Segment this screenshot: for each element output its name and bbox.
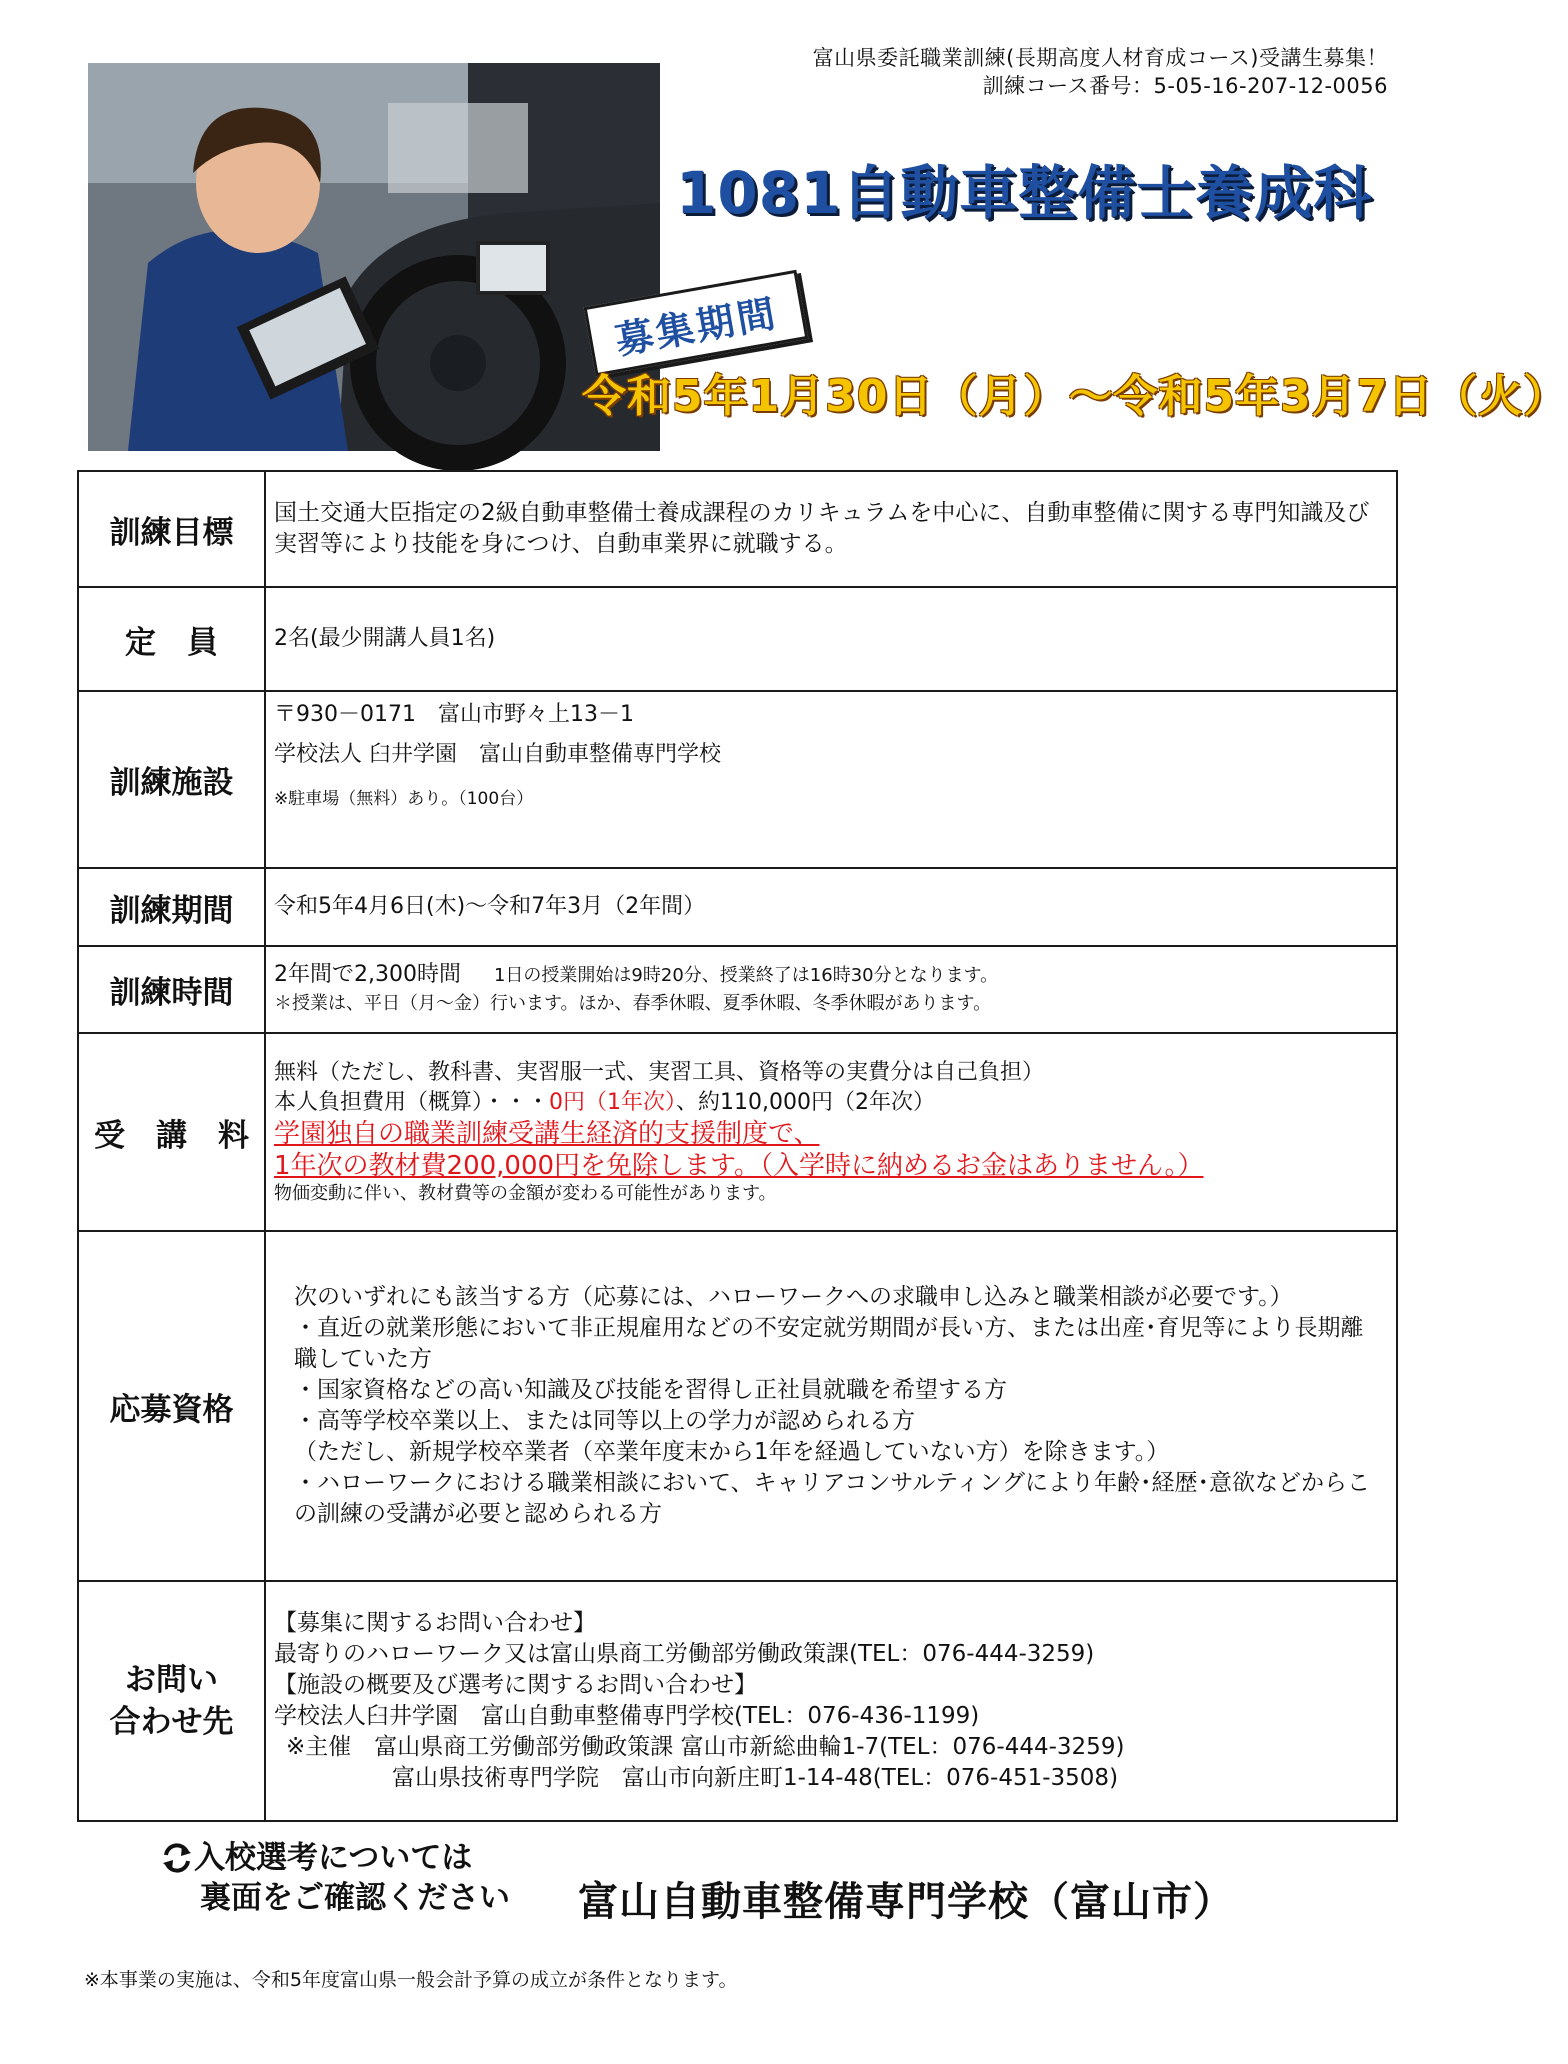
fee-support-line1: 学園独自の職業訓練受講生経済的支援制度で、	[274, 1119, 820, 1149]
label-term: 訓練期間	[78, 868, 265, 946]
label-capacity: 定 員	[78, 587, 265, 691]
fee-support-line2: 1年次の教材費200,000円を免除します。（入学時に納めるお金はありません。）	[274, 1151, 1204, 1181]
contact-line: 学校法人臼井学園 富山自動車整備専門学校(TEL：076-436-1199)	[274, 1703, 980, 1729]
recruitment-badge: 募集期間	[584, 270, 809, 376]
row-eligibility	[78, 1231, 1397, 1581]
row-capacity	[78, 587, 1397, 691]
contact-line: ※主催 富山県商工労働部労働政策課 富山市新総曲輪1-7(TEL：076-444-3259)	[286, 1734, 1125, 1760]
hours-total: 2年間で2,300時間	[274, 962, 461, 987]
label-eligibility: 応募資格	[78, 1231, 265, 1581]
footer-note-line2: 裏面をご確認ください	[200, 1880, 510, 1916]
eligibility-line: ・直近の就業形態において非正規雇用などの不安定就労期間が長い方、または出産･育児等により長期離職していた方	[294, 1315, 1364, 1372]
eligibility-line: 次のいずれにも該当する方（応募には、ハローワークへの求職申し込みと職業相談が必要です。）	[294, 1284, 1293, 1310]
row-facility	[78, 691, 1397, 868]
label-hours: 訓練時間	[78, 946, 265, 1033]
row-term	[78, 868, 1397, 946]
label-contact-1: お問い	[125, 1662, 218, 1698]
fee-line2-red: 0円（1年次）	[549, 1090, 677, 1115]
hours-note: ＊授業は、平日（月～金）行います。ほか、春季休暇、夏季休暇、冬季休暇があります。	[274, 993, 992, 1014]
label-facility: 訓練施設	[78, 691, 265, 868]
footer-note-line1: 入校選考については	[194, 1840, 473, 1876]
eligibility-line: （ただし、新規学校卒業者（卒業年度末から1年を経過していない方）を除きます。）	[294, 1439, 1170, 1465]
eligibility-line: ・ハローワークにおける職業相談において、キャリアコンサルティングにより年齢･経歴･意欲などからこの訓練の受講が必要と認められる方	[294, 1470, 1370, 1527]
footer-note	[160, 1838, 510, 1918]
row-contact	[78, 1581, 1397, 1821]
row-hours	[78, 946, 1397, 1033]
fee-line2-suffix: 、約110,000円（2年次）	[676, 1090, 935, 1115]
term-text: 令和5年4月6日(木)～令和7年3月（2年間）	[265, 868, 1397, 946]
row-goal	[78, 471, 1397, 587]
facility-address: 〒930－0171 富山市野々上13－1	[274, 702, 634, 727]
hours-daily: 1日の授業開始は9時20分、授業終了は16時30分となります。	[493, 965, 999, 986]
label-goal: 訓練目標	[78, 471, 265, 587]
capacity-text: 2名(最少開講人員1名)	[265, 587, 1397, 691]
contact-line: 【施設の概要及び選考に関するお問い合わせ】	[274, 1672, 757, 1698]
eligibility-line: ・高等学校卒業以上、または同等以上の学力が認められる方	[294, 1408, 915, 1434]
facility-school: 学校法人 臼井学園 富山自動車整備専門学校	[274, 742, 721, 767]
refresh-arrows-icon	[160, 1841, 194, 1875]
contact-line: 【募集に関するお問い合わせ】	[274, 1610, 596, 1636]
contact-line: 富山県技術専門学院 富山市向新庄町1-14-48(TEL：076-451-3508)	[392, 1765, 1119, 1791]
fee-line1: 無料（ただし、教科書、実習服一式、実習工具、資格等の実費分は自己負担）	[274, 1060, 1045, 1085]
goal-text: 国土交通大臣指定の2級自動車整備士養成課程のカリキュラムを中心に、自動車整備に関する専門知識及び実習等により技能を身につけ、自動車業界に就職する。	[265, 471, 1397, 587]
row-fee	[78, 1033, 1397, 1231]
mechanic-illustration	[88, 63, 660, 451]
info-table	[77, 470, 1398, 1822]
facility-parking: ※駐車場（無料）あり。（100台）	[274, 789, 534, 809]
fee-note: 物価変動に伴い、教材費等の金額が変わる可能性があります。	[274, 1183, 777, 1204]
header-subtitle: 富山県委託職業訓練(長期高度人材育成コース)受講生募集！	[812, 46, 1388, 70]
course-title: 1081自動車整備士養成科	[676, 159, 1373, 227]
label-fee: 受 講 料	[78, 1033, 265, 1231]
eligibility-line: ・国家資格などの高い知識及び技能を習得し正社員就職を希望する方	[294, 1377, 1007, 1403]
recruitment-period: 令和5年1月30日（月）～令和5年3月7日（火）	[582, 371, 1568, 422]
contact-line: 最寄りのハローワーク又は富山県商工労働部労働政策課(TEL：076-444-3259)	[274, 1641, 1095, 1667]
label-contact-2: 合わせ先	[109, 1704, 234, 1740]
course-number: 訓練コース番号：5-05-16-207-12-0056	[982, 74, 1388, 98]
footnote: ※本事業の実施は、令和5年度富山県一般会計予算の成立が条件となります。	[84, 1969, 738, 1991]
mechanic-photo	[88, 63, 660, 451]
fee-line2-prefix: 本人負担費用（概算）・・・	[274, 1090, 550, 1115]
footer-school-name: 富山自動車整備専門学校（富山市）	[578, 1879, 1234, 1925]
